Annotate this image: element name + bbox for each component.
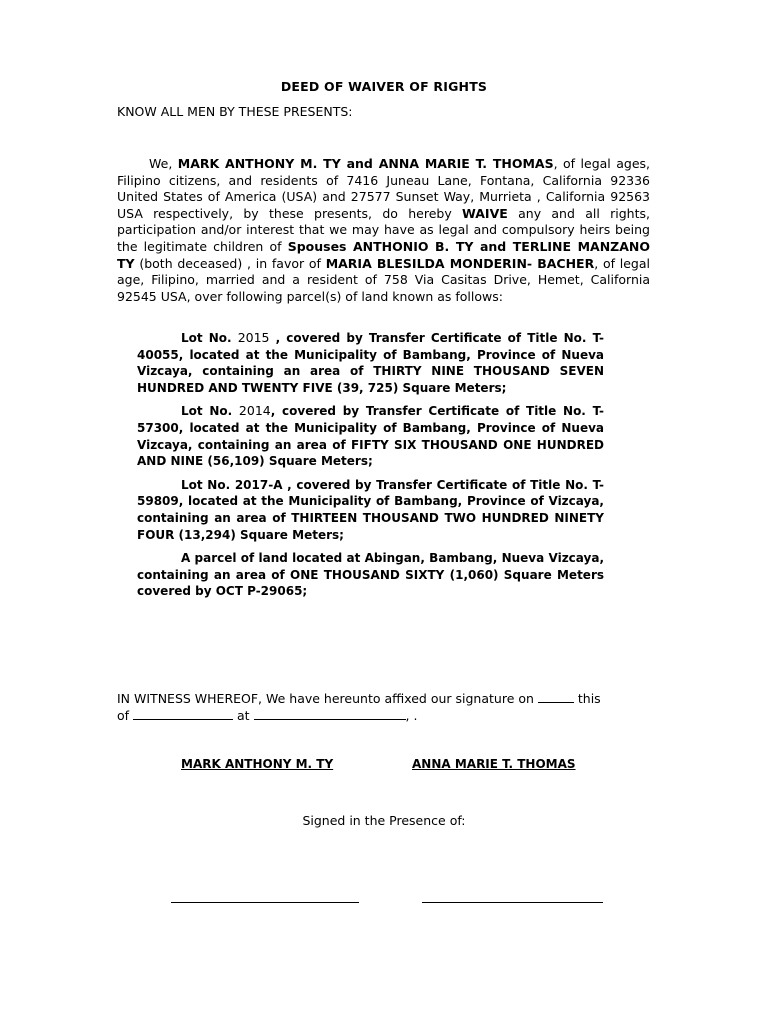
lot-description: , covered by Transfer Certificate of Title No. T-57300, located at the Municipality of Bambang, Province of Nueva Vizcaya, containing an area of FIFTY SIX THOUSAND ONE HUNDRED AND NINE (56,109) Square Meters; bbox=[137, 404, 604, 469]
signer-name: ANNA MARIE T. THOMAS bbox=[412, 757, 576, 771]
main-paragraph bbox=[117, 156, 650, 305]
lot-item bbox=[137, 477, 604, 543]
date-day-blank[interactable] bbox=[538, 691, 574, 703]
lot-item bbox=[137, 403, 604, 469]
place-blank[interactable] bbox=[254, 708, 406, 720]
date-month-blank[interactable] bbox=[133, 708, 233, 720]
witness-line-1 bbox=[117, 690, 650, 707]
lot-item bbox=[137, 550, 604, 600]
witness-text: , . bbox=[405, 708, 418, 723]
grantee-name: MARIA BLESILDA MONDERIN- BACHER bbox=[325, 255, 595, 271]
witness-line-2 bbox=[117, 707, 650, 724]
lot-number: 2014 bbox=[238, 403, 271, 419]
lot-prefix: Lot No. bbox=[181, 331, 238, 345]
lot-prefix: Lot No. bbox=[181, 404, 239, 419]
signer-name: MARK ANTHONY M. TY bbox=[181, 757, 334, 771]
lot-number: 2015 bbox=[237, 330, 270, 345]
body-text-4: (both deceased) , in favor of bbox=[134, 255, 326, 271]
waive-term: WAIVE bbox=[462, 205, 508, 221]
lot-description: , covered by Transfer Certificate of Title No. T-59809, located at the Municipality of Bambang, Province of Vizcaya, containing an area of THIRTEEN THOUSAND TWO HUNDRED NINETY FOUR (13,294) Square Meters; bbox=[137, 477, 604, 542]
lot-item bbox=[137, 330, 604, 396]
witness-text: IN WITNESS WHEREOF, We have hereunto affixed our signature on bbox=[117, 691, 538, 706]
presence-label: Signed in the Presence of: bbox=[302, 813, 466, 828]
body-text-5: , of legal age, Filipino, married and a resident of 758 Via Casitas Drive, Hemet, California 92545 USA, over following parcel(s) of land known as follows: bbox=[117, 255, 651, 304]
greeting: KNOW ALL MEN BY THESE PRESENTS: bbox=[117, 104, 353, 119]
body-text-3: any and all rights, participation and/or interest that we may have as legal and compulsory heirs being the legitimate children of bbox=[117, 205, 650, 254]
grantors-names: MARK ANTHONY M. TY and ANNA MARIE T. THOMAS bbox=[177, 156, 554, 171]
witness-signature-line[interactable] bbox=[171, 902, 359, 903]
document-title: DEED OF WAIVER OF RIGHTS bbox=[280, 79, 488, 94]
witness-text: at bbox=[233, 708, 254, 723]
witness-signature-line[interactable] bbox=[422, 902, 603, 903]
lot-description: A parcel of land located at Abingan, Bambang, Nueva Vizcaya, containing an area of ONE THOUSAND SIXTY (1,060) Square Meters covered by OCT P-29065; bbox=[137, 551, 604, 599]
lot-list bbox=[137, 330, 604, 607]
body-text-2: , of legal ages, Filipino citizens, and residents of 7416 Juneau Lane, Fontana, California 92336 United States of America (USA) and 27577 Sunset Way, Murrieta , California 92563 USA respectively, by these presents, do hereby bbox=[117, 156, 651, 221]
body-text-1: We, bbox=[149, 156, 178, 171]
witness-text: of bbox=[117, 708, 134, 723]
parents-names: Spouses ANTHONIO B. TY and TERLINE MANZANO TY bbox=[117, 238, 650, 271]
lot-prefix: Lot No. 2017-A bbox=[181, 477, 283, 492]
witness-clause bbox=[117, 690, 650, 724]
witness-text: this bbox=[573, 691, 601, 706]
lot-description: , covered by Transfer Certificate of Title No. T-40055, located at the Municipality of Bambang, Province of Nueva Vizcaya, containing an area of THIRTY NINE THOUSAND SEVEN HUNDRED AND TWENTY FIVE (39, 725) Square Meters; bbox=[137, 331, 605, 395]
